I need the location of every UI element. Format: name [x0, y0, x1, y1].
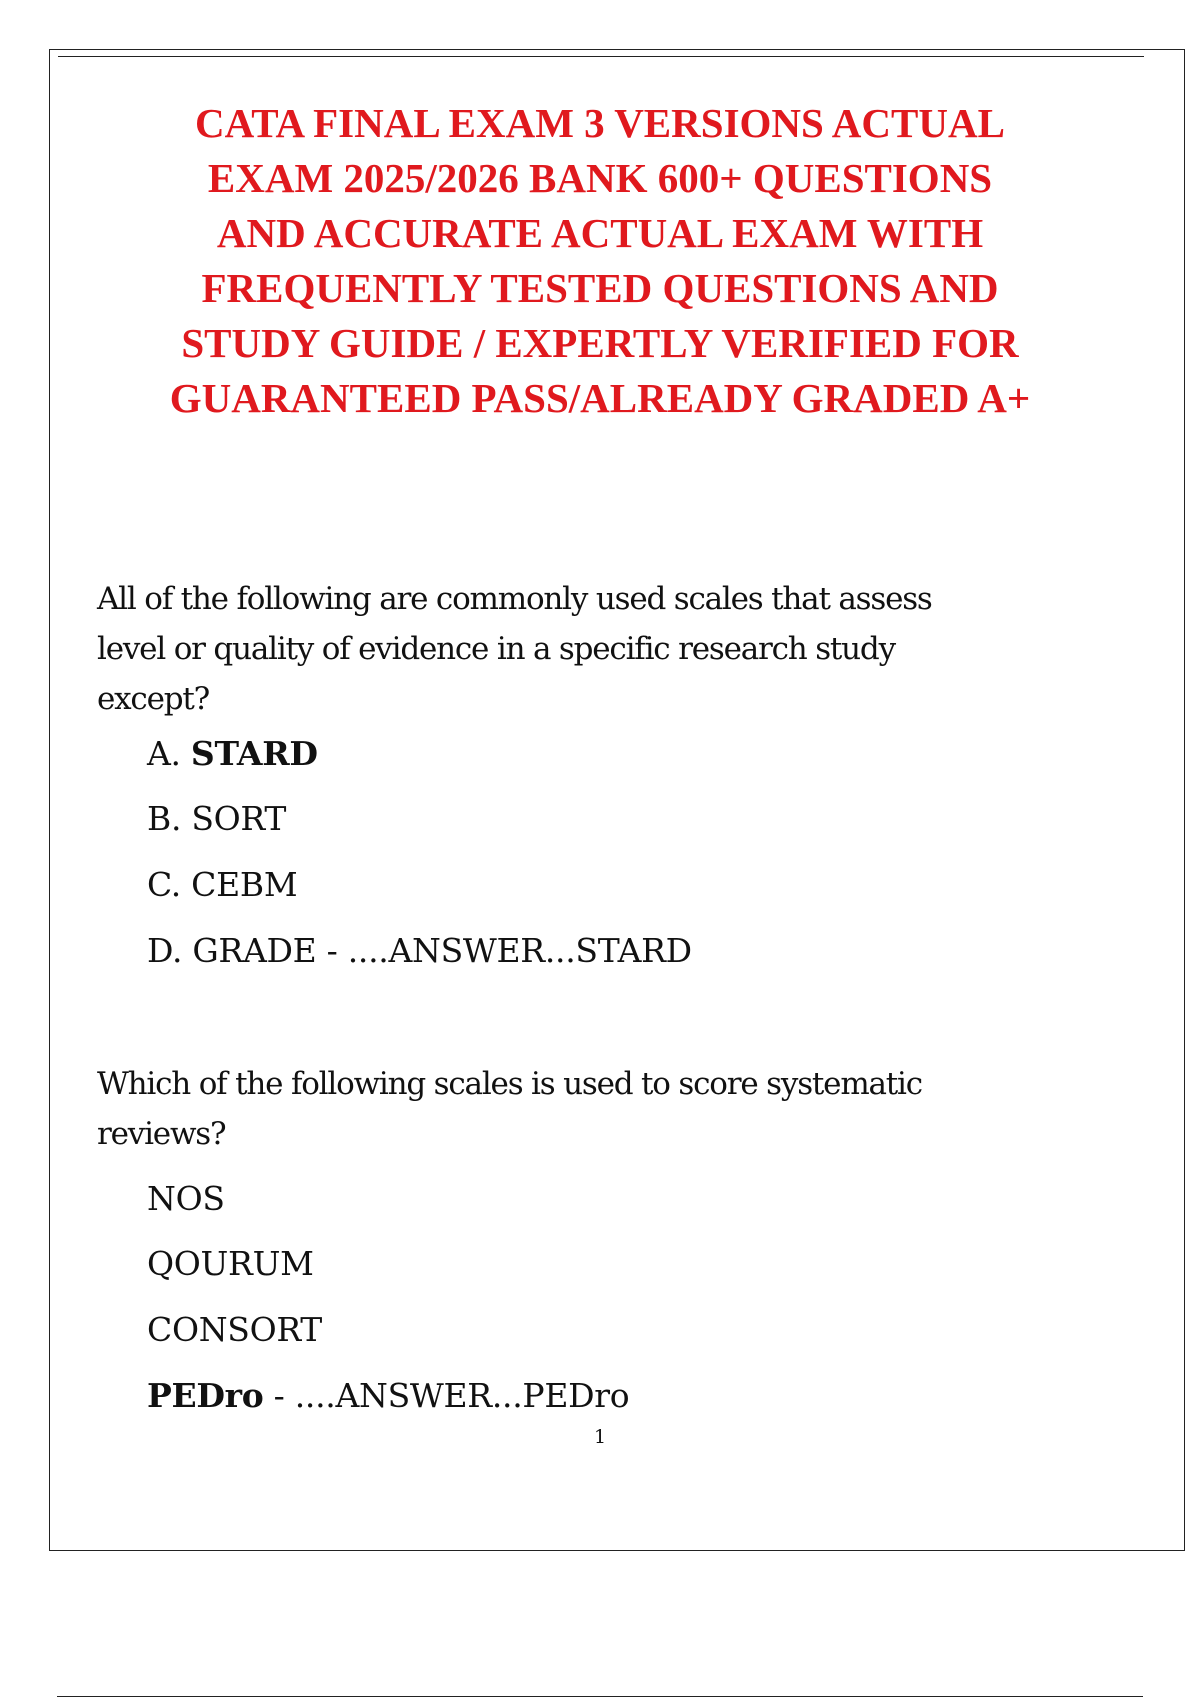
option-label: CONSORT — [147, 1310, 323, 1349]
option-label: GRADE — [192, 931, 317, 970]
option-suffix: - ....ANSWER...STARD — [316, 931, 692, 970]
title-line: GUARANTEED PASS/ALREADY GRADED A+ — [169, 375, 1031, 421]
option-suffix: - ....ANSWER...PEDro — [263, 1376, 630, 1415]
question-2-option-3 — [147, 1311, 322, 1349]
question-2-option-2 — [147, 1245, 314, 1283]
title-line: STUDY GUIDE / EXPERTLY VERIFIED FOR — [181, 320, 1019, 366]
option-label: NOS — [147, 1179, 225, 1218]
question-1-option-a — [147, 735, 318, 773]
option-label: PEDro — [147, 1376, 264, 1415]
question-1-text — [97, 574, 1057, 724]
question-line: reviews? — [97, 1116, 226, 1152]
question-1-option-c — [147, 866, 297, 904]
question-2-option-1 — [147, 1180, 225, 1218]
document-title — [60, 96, 1140, 426]
page-number: 1 — [593, 1426, 607, 1448]
option-label: SORT — [191, 799, 287, 838]
title-line: EXAM 2025/2026 BANK 600+ QUESTIONS — [207, 155, 993, 201]
question-line: except? — [97, 681, 210, 717]
question-2-option-4 — [147, 1377, 629, 1415]
question-1 — [97, 574, 1057, 724]
question-1-option-d — [147, 932, 692, 970]
next-page-rule — [57, 1696, 1143, 1697]
option-prefix: A. — [147, 734, 191, 773]
question-line: All of the following are commonly used scales that assess — [97, 581, 932, 617]
title-line: CATA FINAL EXAM 3 VERSIONS ACTUAL — [195, 100, 1005, 146]
question-line: Which of the following scales is used to score systematic — [97, 1066, 922, 1102]
option-label: STARD — [190, 734, 318, 773]
option-prefix: D. — [147, 931, 193, 970]
title-line: FREQUENTLY TESTED QUESTIONS AND — [201, 265, 999, 311]
option-label: CEBM — [191, 865, 298, 904]
option-prefix: C. — [147, 865, 192, 904]
header-rule — [58, 56, 1144, 57]
option-label: QOURUM — [147, 1244, 314, 1283]
option-prefix: B. — [147, 799, 192, 838]
question-2 — [97, 1059, 1057, 1159]
title-line: AND ACCURATE ACTUAL EXAM WITH — [216, 210, 984, 256]
question-2-text — [97, 1059, 1057, 1159]
question-1-option-b — [147, 800, 286, 838]
question-line: level or quality of evidence in a specific research study — [97, 631, 895, 667]
